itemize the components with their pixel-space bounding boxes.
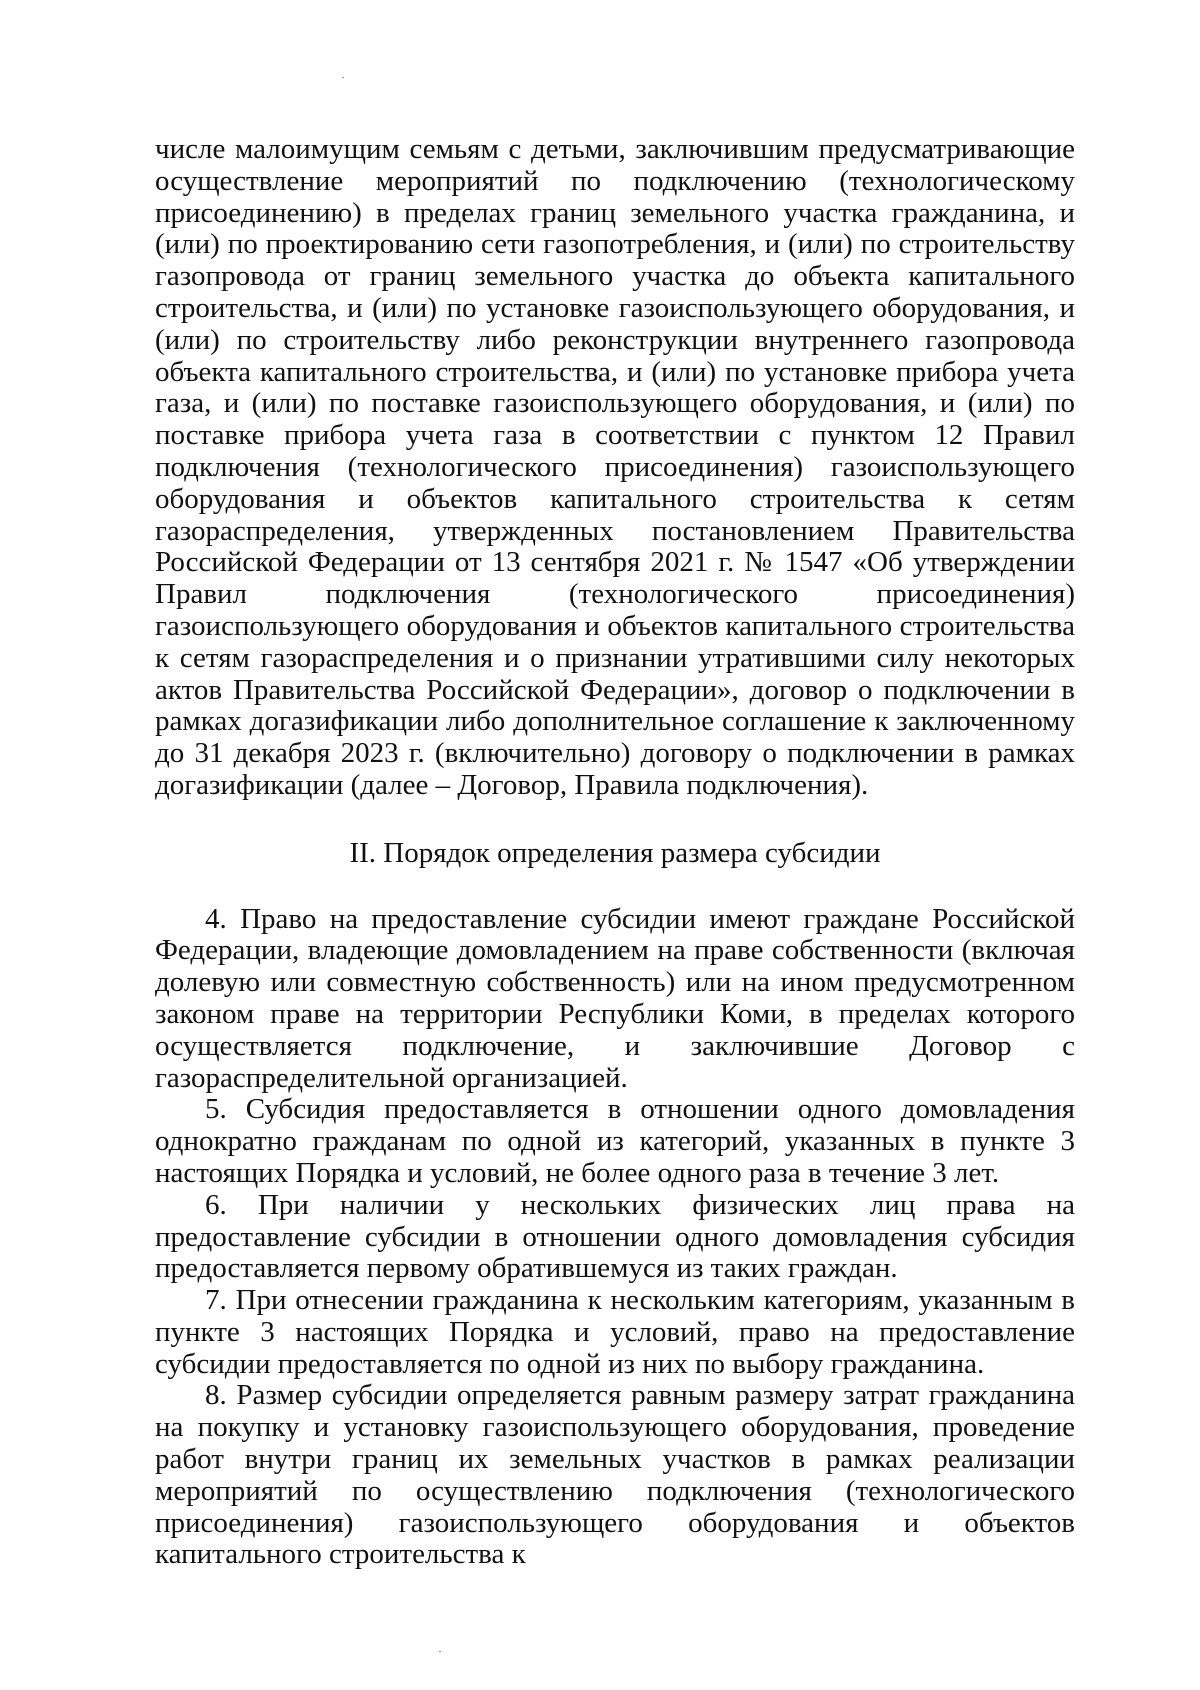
clause-7: 7. При отнесении гражданина к нескольким категориям, указанным в пункте 3 настоящих Порядка и условий, право на предоставление субсидии предоставляется по одной из них по выбору гражданина.: [155, 1284, 1075, 1380]
clause-6: 6. При наличии у нескольких физических лиц права на предоставление субсидии в отношении одного домовладения субсидия предоставляется первому обратившемуся из таких граждан.: [155, 1188, 1075, 1285]
clause-4: 4. Право на предоставление субсидии имеют граждане Российской Федерации, владеющие домовладением на праве собственности (включая долевую или совместную собственность) или на ином предусмотренном законом праве на территории Республики Коми, в пределах которого осуществляется подключение, и заключившие Договор с газораспределительной организацией.: [155, 902, 1075, 1094]
clause-8: 8. Размер субсидии определяется равным размеру затрат гражданина на покупку и установку газоиспользующего оборудования, проведение работ внутри границ их земельных участков в рамках реализации мероприятий по осуществлению подключения (технологического присоединения) газоиспользующего оборудования и объектов капитального строительства к: [155, 1379, 1075, 1571]
document-body: [155, 134, 1075, 1571]
continued-paragraph: числе малоимущим семьям с детьми, заключившим предусматривающие осуществление мероприятий по подключению (технологическому присоединению) в пределах границ земельного участка гражданина, и (или) по проектированию сети газопотребления, и (или) по строительству газопровода от границ земельного участка до объекта капитального строительства, и (или) по установке газоиспользующего оборудования, и (или) по строительству либо реконструкции внутреннего газопровода объекта капитального строительства, и (или) по установке прибора учета газа, и (или) по поставке газоиспользующего оборудования, и (или) по поставке прибора учета газа в соответствии с пунктом 12 Правил подключения (технологического присоединения) газоиспользующего оборудования и объектов капитального строительства к сетям газораспределения, утвержденных постановлением Правительства Российской Федерации от 13 сентября 2021 г. № 1547 «Об утверждении Правил подключения (технологического присоединения) газоиспользующего оборудования и объектов капитального строительства к сетям газораспределения и о признании утратившими силу некоторых актов Правительства Российской Федерации», договор о подключении в рамках догазификации либо дополнительное соглашение к заключенному до 31 декабря 2023 г. (включительно) договору о подключении в рамках догазификации (далее – Договор, Правила подключения).: [155, 133, 1075, 801]
clause-5: 5. Субсидия предоставляется в отношении одного домовладения однократно гражданам по одной из категорий, указанных в пункте 3 настоящих Порядка и условий, не более одного раза в течение 3 лет.: [155, 1093, 1075, 1189]
section-heading: II. Порядок определения размера субсидии: [349, 836, 881, 869]
scan-speck: [439, 1651, 441, 1652]
scan-speck: [342, 77, 344, 78]
